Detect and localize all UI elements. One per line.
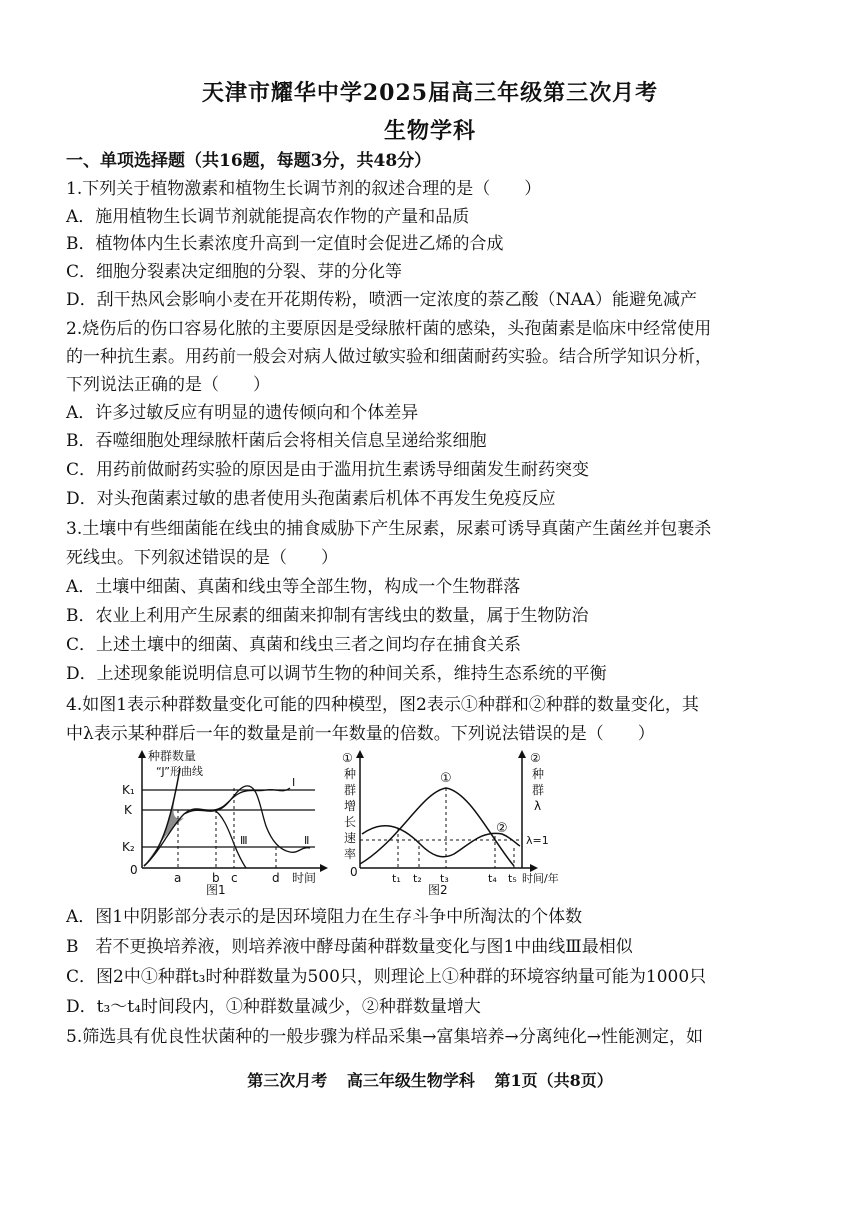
q3-stem-line1: 3.土壤中有些细菌能在线虫的捕食威胁下产生尿素，尿素可诱导真菌产生菌丝并包裹杀 [66, 519, 712, 539]
section-heading: 一、单项选择题（共16题，每题3分，共48分） [66, 151, 432, 171]
fig2-left-arrow [356, 750, 364, 758]
fig2-left-label-3: 增 [344, 799, 357, 813]
q1-option-c: C．细胞分裂素决定细胞的分裂、芽的分化等 [66, 262, 403, 282]
fig1-x-arrow [320, 864, 328, 872]
fig1-label-ii: Ⅱ [304, 834, 310, 847]
fig2-right-arrow [518, 750, 526, 758]
footer-page: 第1页（共8页） [494, 1071, 613, 1090]
fig2-right-label-0: ② [530, 751, 541, 765]
fig2-curve-1 [360, 788, 514, 866]
fig2-tick-t1: t₁ [392, 872, 401, 885]
fig2-lambda-label: λ=1 [526, 834, 549, 847]
q4-option-d: D．t₃～t₄时间段内，①种群数量减少，②种群数量增大 [66, 997, 481, 1017]
fig2-left-label-2: 群 [344, 783, 357, 797]
figure2-population-growth [342, 750, 559, 897]
q2-option-a: A．许多过敏反应有明显的遗传倾向和个体差异 [66, 403, 419, 423]
fig1-label-iii: Ⅲ [240, 834, 248, 847]
q1-stem: 1.下列关于植物激素和植物生长调节剂的叙述合理的是（ ） [66, 179, 542, 199]
fig2-tick-t4: t₄ [488, 872, 497, 885]
fig2-right-label-1: 种 [532, 767, 545, 781]
subject-title: 生物学科 [383, 118, 476, 144]
q2-option-b: B．吞噬细胞处理绿脓杆菌后会将相关信息呈递给浆细胞 [66, 431, 487, 451]
footer-grade: 高三年级生物学科 [346, 1071, 475, 1090]
fig2-left-label-6: 率 [344, 847, 357, 861]
fig1-j-label: “J”形曲线 [156, 765, 203, 778]
fig1-caption: 图1 [206, 883, 226, 897]
q2-option-c: C．用药前做耐药实验的原因是由于滥用抗生素诱导细菌发生耐药突变 [66, 460, 590, 480]
fig1-tick-c: c [231, 871, 238, 885]
q3-option-a: A．土壤中细菌、真菌和线虫等全部生物，构成一个生物群落 [66, 577, 521, 597]
fig2-right-label-2: 群 [532, 783, 545, 797]
q4-stem-line2: 中λ表示某种群后一年的数量是前一年数量的倍数。下列说法错误的是（ ） [66, 724, 655, 744]
q2-option-d: D．对头孢菌素过敏的患者使用头孢菌素后机体不再发生免疫反应 [66, 489, 556, 509]
fig1-tick-a: a [174, 871, 182, 885]
fig2-tick-t5: t₅ [508, 872, 517, 885]
fig1-x-label: 时间 [292, 871, 317, 885]
q5-stem: 5.筛选具有优良性状菌种的一般步骤为样品采集→富集培养→分离纯化→性能测定，如 [66, 1027, 703, 1047]
fig2-left-label-1: 种 [344, 767, 357, 781]
fig2-left-label-5: 速 [344, 831, 357, 845]
fig2-label-1: ① [440, 771, 452, 786]
fig1-tick-d: d [272, 871, 280, 885]
fig2-left-label-4: 长 [344, 815, 357, 829]
q2-stem-line2: 的一种抗生素。用药前一般会对病人做过敏实验和细菌耐药实验。结合所学知识分析， [66, 347, 712, 367]
fig1-tick-k: K [124, 803, 132, 817]
fig1-tick-k1: K₁ [122, 783, 135, 797]
fig1-origin: 0 [130, 863, 138, 877]
q4-stem-line1: 4.如图1表示种群数量变化可能的四种模型，图2表示①种群和②种群的数量变化，其 [66, 695, 699, 715]
q1-option-a: A．施用植物生长调节剂就能提高农作物的产量和品质 [66, 207, 470, 227]
fig2-origin: 0 [350, 865, 358, 879]
q4-figures [110, 748, 750, 900]
fig1-y-arrow [138, 750, 146, 758]
fig1-tick-b: b [212, 871, 220, 885]
q4-option-a: A．图1中阴影部分表示的是因环境阻力在生存斗争中所淘汰的个体数 [66, 907, 583, 927]
fig2-left-label-0: ① [342, 751, 353, 765]
fig2-tick-t3: t₃ [440, 872, 449, 885]
fig1-tick-k2: K₂ [122, 840, 135, 854]
figure1-population-models [122, 748, 328, 897]
fig2-tick-t2: t₂ [413, 872, 422, 885]
q1-option-d: D．刮干热风会影响小麦在开花期传粉，喷洒一定浓度的萘乙酸（NAA）能避免减产 [66, 290, 698, 310]
q1-option-b: B．植物体内生长素浓度升高到一定值时会促进乙烯的合成 [66, 234, 504, 254]
q3-option-c: C．上述土壤中的细菌、真菌和线虫三者之间均存在捕食关系 [66, 635, 522, 655]
exam-title: 天津市耀华中学2025届高三年级第三次月考 [201, 80, 659, 106]
fig2-caption: 图2 [428, 883, 448, 897]
fig2-x-arrow [530, 864, 538, 872]
page-footer [0, 1068, 860, 1091]
fig2-x-label: 时间/年 [522, 872, 559, 885]
fig1-y-label: 种群数量 [148, 749, 197, 763]
q2-stem-line1: 2.烧伤后的伤口容易化脓的主要原因是受绿脓杆菌的感染，头孢菌素是临床中经常使用 [66, 319, 712, 339]
q4-option-b: B 若不更换培养液，则培养液中酵母菌种群数量变化与图1中曲线Ⅲ最相似 [66, 937, 633, 957]
q3-option-d: D．上述现象能说明信息可以调节生物的种间关系，维持生态系统的平衡 [66, 664, 607, 684]
fig1-label-i: Ⅰ [292, 776, 296, 789]
footer-exam: 第三次月考 [247, 1071, 328, 1090]
fig2-label-2: ② [496, 821, 508, 836]
q4-option-c: C．图2中①种群t₃时种群数量为500只，则理论上①种群的环境容纳量可能为1000只 [66, 967, 707, 987]
q3-option-b: B．农业上利用产生尿素的细菌来抑制有害线虫的数量，属于生物防治 [66, 606, 589, 626]
q2-stem-line3: 下列说法正确的是（ ） [66, 375, 270, 395]
q3-stem-line2: 死线虫。下列叙述错误的是（ ） [66, 548, 338, 568]
fig2-right-label-3: λ [534, 799, 542, 813]
